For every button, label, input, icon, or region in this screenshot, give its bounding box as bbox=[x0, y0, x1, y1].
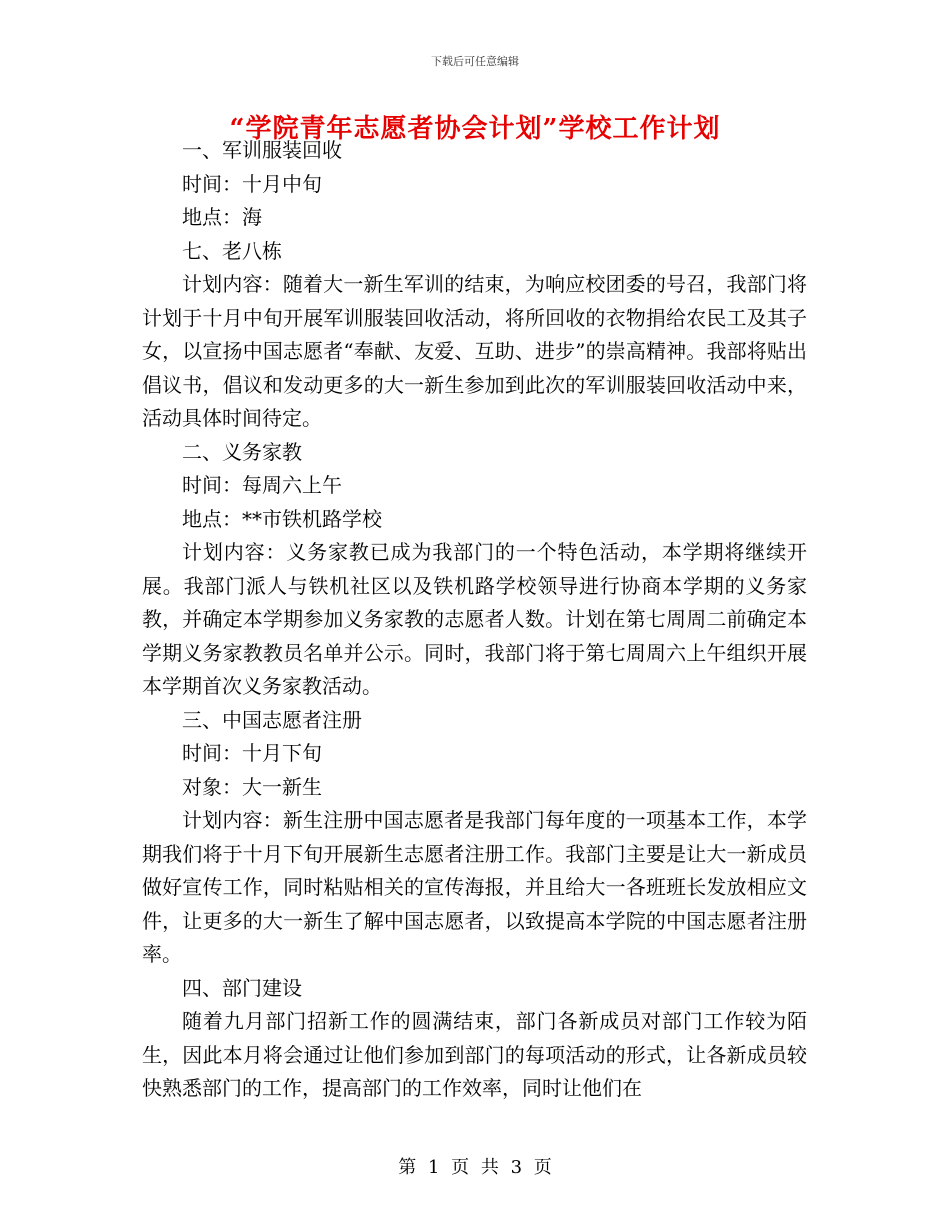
section-heading: 二、义务家教 bbox=[182, 439, 302, 464]
body-line: 地点：海 bbox=[182, 205, 262, 229]
body-paragraph: 计划内容：随着大一新生军训的结束，为响应校团委的号召，我部门将计划于十月中旬开展军训服装回收活动，将所回收的衣物捐给农民工及其子女，以宣扬中国志愿者“奉献、友爱、互助、进步”的崇高精神。我部将贴出倡议书，倡议和发动更多的大一新生参加到此次的军训服装回收活动中来，活动具体时间待定。 bbox=[142, 272, 807, 430]
body-line: 地点：**市铁机路学校 bbox=[182, 506, 382, 531]
section-heading: 四、部门建设 bbox=[182, 975, 302, 1000]
body-line: 时间：十月中旬 bbox=[182, 171, 322, 196]
body-line: 时间：每周六上午 bbox=[182, 473, 342, 497]
section-heading: 三、中国志愿者注册 bbox=[182, 707, 362, 732]
body-paragraph: 计划内容：新生注册中国志愿者是我部门每年度的一项基本工作，本学期我们将于十月下旬开展新生志愿者注册工作。我部门主要是让大一新成员做好宣传工作，同时粘贴相关的宣传海报，并且给大一各班班长发放相应文件，让更多的大一新生了解中国志愿者，以致提高本学院的中国志愿者注册率。 bbox=[142, 808, 807, 966]
body-paragraph: 计划内容：义务家教已成为我部门的一个特色活动，本学期将继续开展。我部门派人与铁机社区以及铁机路学校领导进行协商本学期的义务家教，并确定本学期参加义务家教的志愿者人数。计划在第七周周二前确定本学期义务家教教员名单并公示。同时，我部门将于第七周周六上午组织开展本学期首次义务家教活动。 bbox=[142, 540, 807, 698]
section-heading: 一、军训服装回收 bbox=[182, 138, 342, 162]
page-number-footer: 第 1 页 共 3 页 bbox=[398, 1157, 552, 1178]
body-paragraph: 随着九月部门招新工作的圆满结束，部门各新成员对部门工作较为陌生，因此本月将会通过让他们参加到部门的每项活动的形式，让各新成员较快熟悉部门的工作，提高部门的工作效率，同时让他们在 bbox=[142, 1009, 807, 1100]
document-body bbox=[142, 134, 807, 1106]
document-title: “学院青年志愿者协会计划”学校工作计划 bbox=[229, 114, 721, 144]
header-note: 下载后可任意编辑 bbox=[431, 55, 519, 68]
body-line: 对象：大一新生 bbox=[182, 774, 322, 799]
body-line: 七、老八栋 bbox=[182, 238, 282, 263]
body-line: 时间：十月下旬 bbox=[182, 741, 322, 765]
